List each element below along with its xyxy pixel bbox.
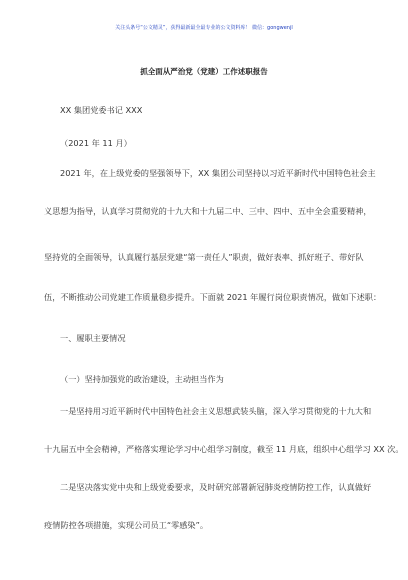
paragraph1-line2: 义思想为指导，认真学习贯彻党的十九大和十九届二中、三中、四中、五中全会重要精神，	[44, 206, 372, 216]
date-line: （2021 年 11 月）	[60, 138, 132, 148]
header-promo-note: 关注头条号“公文精灵”，获得最新最全最专业的公文资料库！ 微信：gongwenjl	[115, 25, 293, 31]
paragraph1-line1: 2021 年，在上级党委的坚强领导下，XX 集团公司坚持以习近平新时代中国特色社会主	[60, 168, 376, 178]
paragraph2-line1: 一是坚持用习近平新时代中国特色社会主义思想武装头脑，深入学习贯彻党的十九大和	[60, 406, 372, 416]
paragraph2-line2: 十九届五中全会精神，严格落实理论学习中心组学习制度，截至 11 月底，组织中心组学习 XX 次。	[44, 444, 404, 454]
paragraph3-line2: 疫情防控各项措施，实现公司员工“零感染”。	[44, 520, 209, 530]
paragraph3-line1: 二是坚决落实党中央和上级党委要求，及时研究部署新冠肺炎疫情防控工作，认真做好	[60, 482, 372, 492]
author-line: XX 集团党委书记 XXX	[60, 105, 143, 115]
subsection1-heading: （一）坚持加强党的政治建设，主动担当作为	[60, 374, 224, 384]
paragraph1-line3: 坚持党的全面领导，认真履行基层党建“第一责任人”职责，做好表率、抓好班子、带好队	[44, 252, 364, 262]
document-title: 抓全面从严治党（党建）工作述职报告	[140, 67, 268, 76]
paragraph1-line4: 伍，不断推动公司党建工作质量稳步提升。下面就 2021 年履行岗位职责情况，做如下述职：	[44, 292, 382, 302]
section1-heading: 一、履职主要情况	[60, 333, 126, 343]
